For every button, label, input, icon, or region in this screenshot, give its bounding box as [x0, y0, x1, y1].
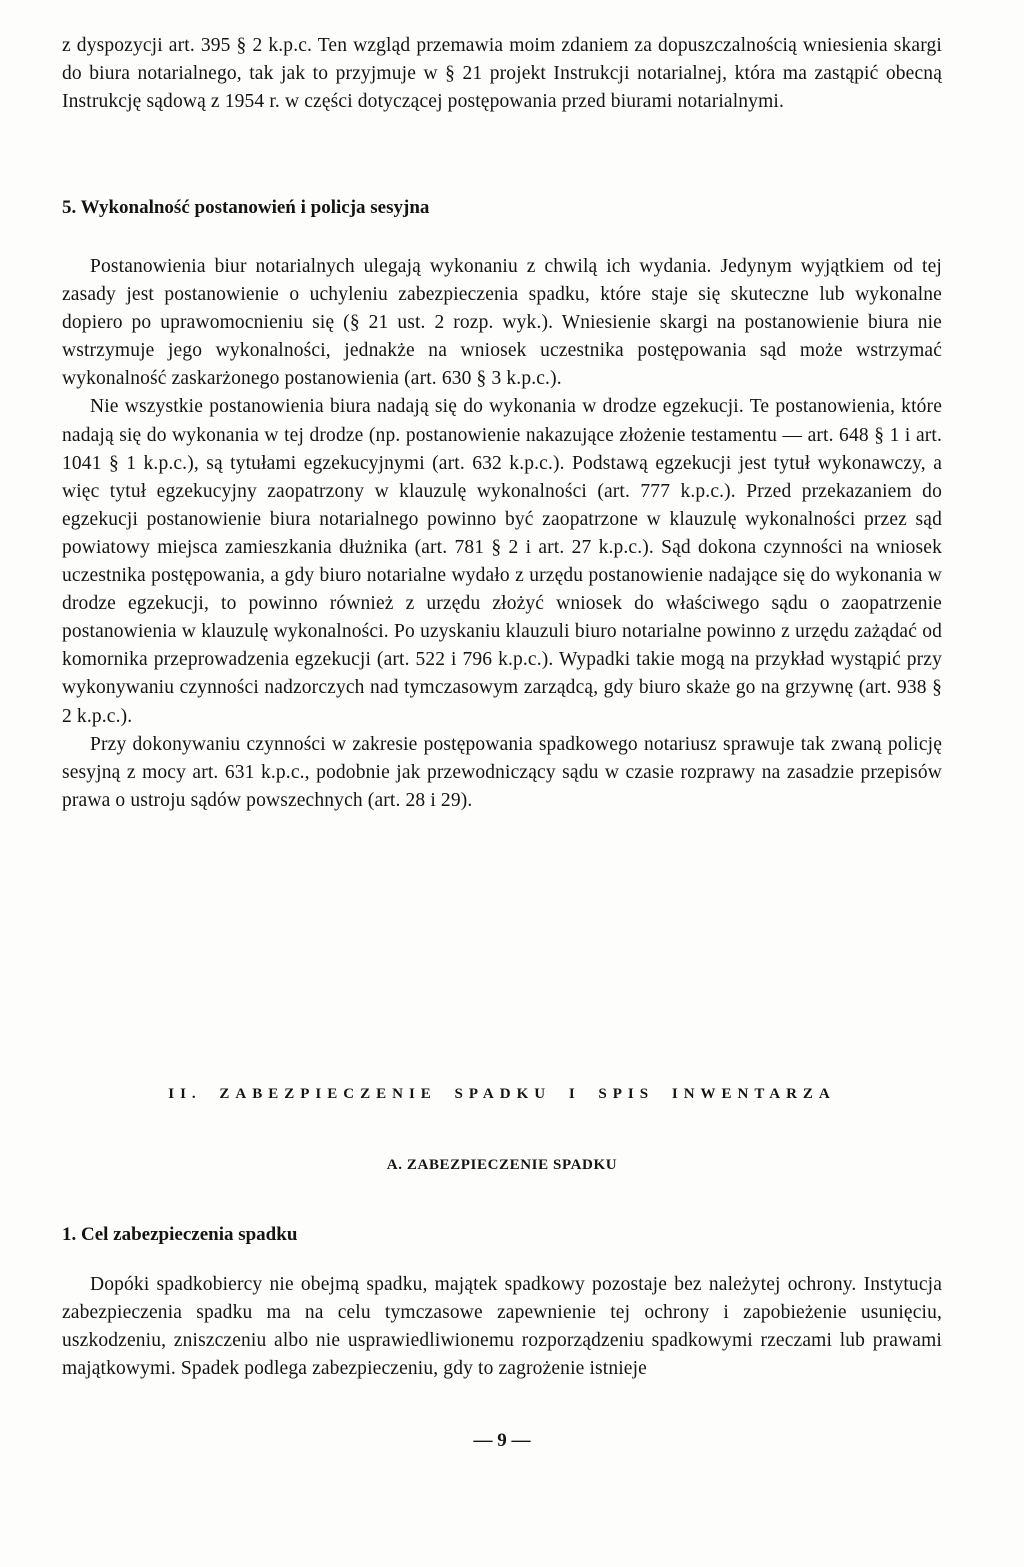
intro-paragraph: z dyspozycji art. 395 § 2 k.p.c. Ten wzgląd przemawia moim zdaniem za dopuszczalnością wniesienia skargi do biura notarialnego, tak jak to przyjmuje w § 21 projekt Instrukcji notarialnej, która ma zastąpić obecną Instrukcję sądową z 1954 r. w części dotyczącej postępowania przed biurami notarialnymi.: [62, 35, 942, 113]
intro-block: [62, 32, 942, 116]
section-1-paragraph-1: Dopóki spadkobiercy nie obejmą spadku, majątek spadkowy pozostaje bez należytej ochrony. Instytucja zabezpieczenia spadku ma na celu tymczasowe zapewnienie tej ochrony i zapobieżenie usunięciu, uszkodzeniu, zniszczeniu albo nie usprawiedliwionemu rozporządzeniu spadkowymi rzeczami lub prawami majątkowymi. Spadek podlega zabezpieczeniu, gdy to zagrożenie istnieje: [62, 1274, 942, 1380]
section-5-paragraph-3: Przy dokonywaniu czynności w zakresie postępowania spadkowego notariusz sprawuje tak zwaną policję sesyjną z mocy art. 631 k.p.c., podobnie jak przewodniczący sądu w czasie rozprawy na zasadzie przepisów prawa o ustroju sądów powszechnych (art. 28 i 29).: [62, 733, 942, 811]
section-5-paragraph-1: Postanowienia biur notarialnych ulegają wykonaniu z chwilą ich wydania. Jedynym wyjątkiem od tej zasady jest postanowienie o uchyleniu zabezpieczenia spadku, które staje się skuteczne lub wykonalne dopiero po uprawomocnieniu się (§ 21 ust. 2 rozp. wyk.). Wniesienie skargi na postanowienie biura nie wstrzymuje jego wykonalności, jednakże na wniosek uczestnika postępowania sąd może wstrzymać wykonalność zaskarżonego postanowienia (art. 630 § 3 k.p.c.).: [62, 256, 942, 390]
section-1-body: [62, 1271, 942, 1383]
section-5: [62, 194, 942, 222]
chapter-title: II. ZABEZPIECZENIE SPADKU I SPIS INWENTARZA: [168, 1086, 836, 1102]
section-1-heading: 1. Cel zabezpieczenia spadku: [62, 1224, 298, 1245]
section-1: [62, 1221, 942, 1249]
section-5-body: [62, 253, 942, 815]
section-5-heading: 5. Wykonalność postanowień i policja sesyjna: [62, 197, 430, 218]
page-number: — 9 —: [473, 1430, 531, 1451]
section-5-paragraph-2: Nie wszystkie postanowienia biura nadają się do wykonania w drodze egzekucji. Te postanowienia, które nadają się do wykonania w tej drodze (np. postanowienie nakazujące złożenie testamentu — art. 648 § 1 i art. 1041 § 1 k.p.c.), są tytułami egzekucyjnymi (art. 632 k.p.c.). Podstawą egzekucji jest tytuł wykonawczy, a więc tytuł egzekucyjny zaopatrzony w klauzulę wykonalności (art. 777 k.p.c.). Przed przekazaniem do egzekucji postanowienie biura notarialnego powinno być zaopatrzone w klauzulę wykonalności przez sąd powiatowy miejsca zamieszkania dłużnika (art. 781 § 2 i art. 27 k.p.c.). Sąd dokona czynności na wniosek uczestnika postępowania, a gdy biuro notarialne wydało z urzędu postanowienie nadające się do wykonania w drodze egzekucji, to powinno również z urzędu złożyć wniosek do właściwego sądu o zaopatrzenie postanowienia w klauzulę wykonalności. Po uzyskaniu klauzuli biuro notarialne powinno z urzędu zażądać od komornika przeprowadzenia egzekucji (art. 522 i 796 k.p.c.). Wypadki takie mogą na przykład wystąpić przy wykonywaniu czynności nadzorczych nad tymczasowym zarządcą, gdy biuro skaże go na grzywnę (art. 938 § 2 k.p.c.).: [62, 396, 942, 727]
chapter-subtitle: A. ZABEZPIECZENIE SPADKU: [386, 1157, 618, 1173]
